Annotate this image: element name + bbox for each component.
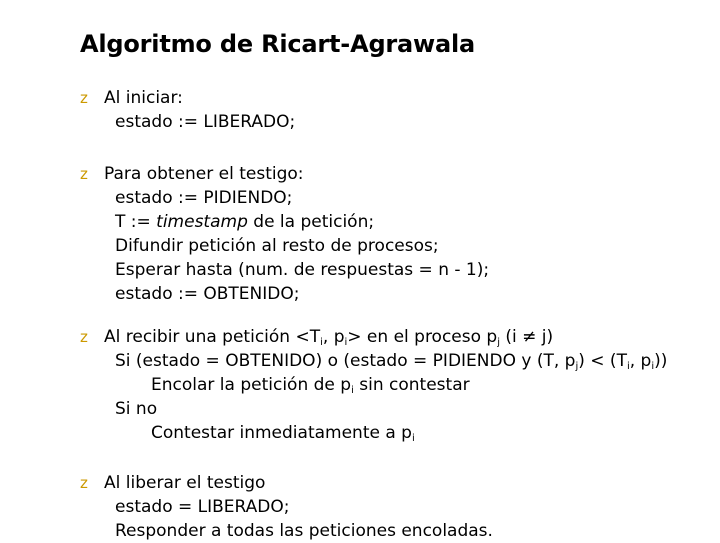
line-text: , p <box>322 327 345 347</box>
subscript: j <box>497 337 500 348</box>
subscript: i <box>344 337 348 348</box>
bullet-line: Esperar hasta (num. de respuestas = n - 1); <box>115 260 490 280</box>
line-text: ) < (T <box>578 351 627 371</box>
bullet-line <box>104 325 667 349</box>
bullet-marker-icon: z <box>80 328 88 346</box>
line-text: Si (estado = OBTENIDO) o (estado = PIDIENDO y (T, p <box>115 351 576 371</box>
bullet-line <box>104 210 489 234</box>
line-text: , p <box>629 351 652 371</box>
line-text: de la petición; <box>247 212 375 232</box>
subscript: i <box>651 361 655 372</box>
subscript: i <box>351 385 354 396</box>
bullet-marker-icon: z <box>80 474 88 492</box>
subscript: i <box>411 433 415 444</box>
bullet-line: Difundir petición al resto de procesos; <box>115 236 439 256</box>
bullet-line: Para obtener el testigo: <box>104 164 304 184</box>
bullet-line: Al iniciar: <box>104 88 183 108</box>
line-text: Encolar la petición de p <box>151 375 352 395</box>
bullet-line: Al liberar el testigo <box>104 473 266 493</box>
line-text: sin contestar <box>353 375 470 395</box>
line-text: > en el proceso p <box>347 327 498 347</box>
line-text: Al recibir una petición <T <box>104 327 321 347</box>
slide-title: Algoritmo de Ricart-Agrawala <box>80 30 476 58</box>
line-text: (i ≠ j) <box>500 327 554 347</box>
bullet-line: Responder a todas las peticiones encoladas. <box>115 521 493 541</box>
line-text: )) <box>654 351 668 371</box>
bullet-line: Si no <box>115 399 158 419</box>
subscript: i <box>320 337 323 348</box>
subscript: j <box>575 361 579 372</box>
bullet-line: estado := PIDIENDO; <box>115 188 293 208</box>
bullet-line <box>104 373 667 397</box>
line-text: Contestar inmediatamente a p <box>151 423 412 443</box>
bullet-line: estado := LIBERADO; <box>115 112 296 132</box>
bullet-line <box>104 421 667 445</box>
timestamp-term: timestamp <box>156 212 248 232</box>
bullet-marker-icon: z <box>80 165 88 183</box>
line-text: T := <box>115 212 157 232</box>
bullet-line: estado = LIBERADO; <box>115 497 290 517</box>
bullet-marker-icon: z <box>80 89 88 107</box>
bullet-line <box>104 349 667 373</box>
bullet-line: estado := OBTENIDO; <box>115 284 300 304</box>
subscript: i <box>626 361 630 372</box>
